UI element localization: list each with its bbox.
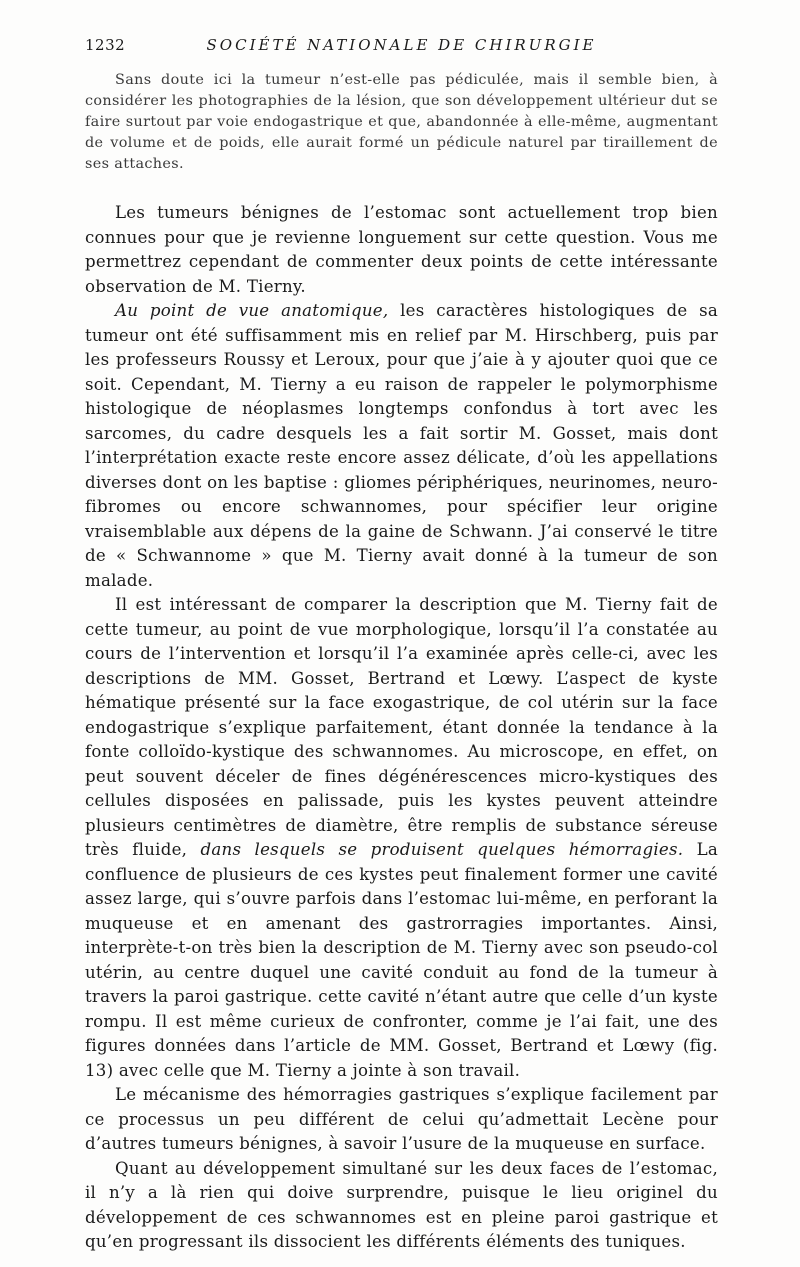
paragraph-3-text-a: Il est intéressant de comparer la description que M. Tierny fait de cette tumeur, au point de vue morphologique, lorsqu’il l’a constatée au cours de l’intervention et lorsqu’il l’a examinée après celle-ci, avec les descriptions de MM. Gosset, Bertrand et Lœwy. L’aspect de kyste hématique présenté sur la face exogastrique, de col utérin sur la face endogastrique s’explique parfaitement, étant donnée la tendance à la fonte colloïdo-kystique des schwannomes. Au microscope, en effet, on peut souvent déceler de fines dégénérescences micro-kystiques des cellules disposées en palissade, puis les kystes peuvent atteindre plusieurs centimètres de diamètre, être remplis de substance séreuse très fluide,	[85, 595, 718, 859]
page-header	[85, 36, 718, 60]
paragraph-3	[85, 593, 718, 1083]
running-head: SOCIÉTÉ NATIONALE DE CHIRURGIE	[206, 36, 597, 54]
paragraph-5: Quant au développement simultané sur les deux faces de l’estomac, il n’y a là rien qui doive surprendre, puisque le lieu originel du développement de ces schwannomes est en pleine paroi gastrique et qu’en progressant ils dissocient les différents éléments des tuniques.	[85, 1158, 718, 1251]
paragraph-3-text-b: La confluence de plusieurs de ces kystes peut finalement former une cavité assez large, qui s’ouvre parfois dans l’estomac lui-même, en perforant la muqueuse et en amenant des gastrorragies importantes. Ainsi, interprète-t-on très bien la description de M. Tierny avec son pseudo-col utérin, au centre duquel une cavité conduit au fond de la tumeur à travers la paroi gastrique. cette cavité n’étant autre que celle d’un kyste rompu. Il est même curieux de confronter, comme je l’ai fait, une des figures données dans l’article de MM. Gosset, Bertrand et Lœwy (fig. 13) avec celle que M. Tierny a jointe à son travail.	[85, 840, 718, 1080]
quoted-observation	[85, 70, 718, 175]
paragraph-1: Les tumeurs bénignes de l’estomac sont actuellement trop bien connues pour que je revienne longuement sur cette question. Vous me permettrez cependant de commenter deux points de cette intéressante observation de M. Tierny.	[85, 203, 718, 296]
paragraph-2-italic: Au point de vue anatomique,	[115, 301, 389, 320]
page-number: 1232	[85, 36, 126, 54]
paragraph-2-text: les caractères histologiques de sa tumeur ont été suffisamment mis en relief par M. Hirschberg, puis par les professeurs Roussy et Leroux, pour que j’aie à y ajouter quoi que ce soit. Cependant, M. Tierny a eu raison de rappeler le polymorphisme histologique de néoplasmes longtemps confondus à tort avec les sarcomes, du cadre desquels les a fait sortir M. Gosset, mais dont l’interprétation exacte reste encore assez délicate, d’où les appellations diverses dont on les baptise : gliomes périphériques, neurinomes, neuro-fibromes ou encore schwannomes, pour spécifier leur origine vraisemblable aux dépens de la gaine de Schwann. J’ai conservé le titre de « Schwannome » que M. Tierny avait donné à la tumeur de son malade.	[85, 301, 718, 590]
paragraph-3-italic: dans lesquels se produisent quelques hémorragies.	[200, 840, 684, 859]
small-paragraph: Sans doute ici la tumeur n’est-elle pas pédiculée, mais il semble bien, à considérer les photographies de la lésion, que son développement ultérieur dut se faire surtout par voie endogastrique et que, abandonnée à elle-même, augmentant de volume et de poids, elle aurait formé un pédicule naturel par tiraillement de ses attaches.	[85, 72, 718, 172]
paragraph-4: Le mécanisme des hémorragies gastriques s’explique facilement par ce processus un peu différent de celui qu’admettait Lecène pour d’autres tumeurs bénignes, à savoir l’usure de la muqueuse en surface.	[85, 1085, 718, 1153]
paragraph-2	[85, 299, 718, 593]
body-text	[85, 201, 718, 1255]
